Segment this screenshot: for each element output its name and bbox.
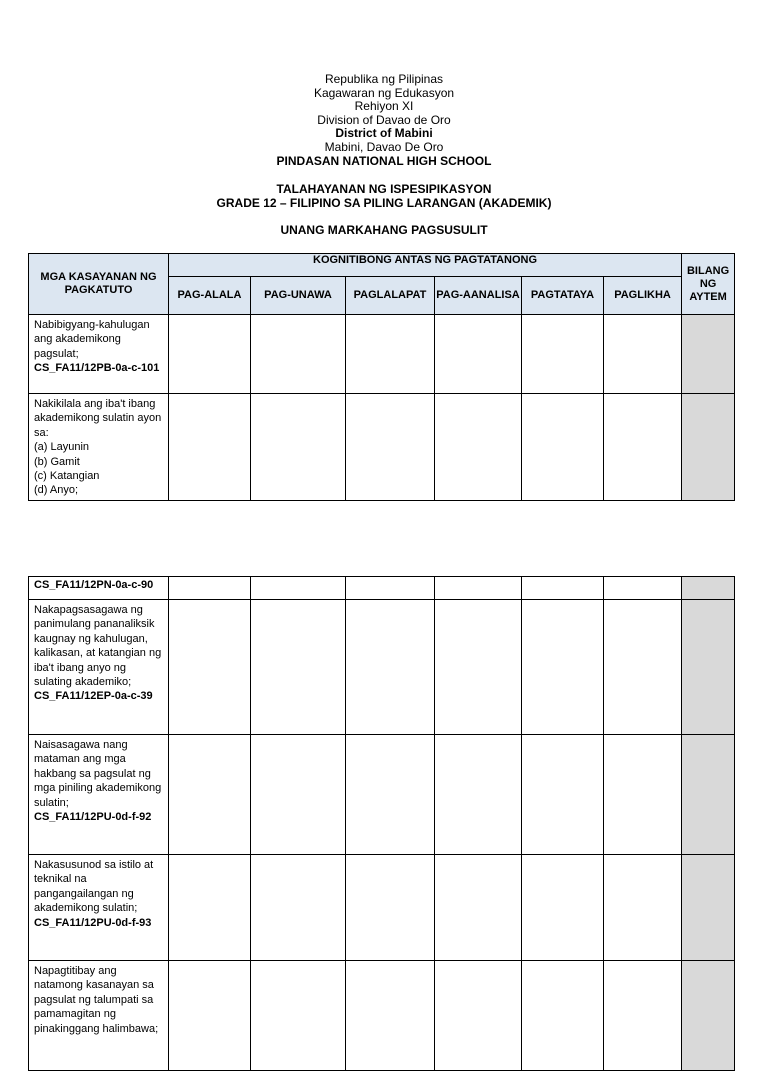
cell-creating: [604, 600, 682, 735]
table-row: [29, 735, 735, 855]
cell-applying: [346, 961, 435, 1071]
cell-item-count: [682, 600, 735, 735]
header-line-district: District of Mabini: [335, 126, 433, 141]
cell-item-count: [682, 855, 735, 961]
table-row: [29, 961, 735, 1071]
cell-creating: [604, 577, 682, 600]
cell-remembering: [169, 315, 251, 394]
tos-table-page-2: [28, 576, 735, 1071]
header-level-applying: PAGLALAPAT: [346, 277, 435, 315]
cell-analyzing: [435, 394, 522, 501]
header-line-division: Division of Davao de Oro: [317, 112, 451, 127]
cell-analyzing: [435, 577, 522, 600]
cell-item-count: [682, 577, 735, 600]
cell-remembering: [169, 394, 251, 501]
cell-item-count: [682, 735, 735, 855]
cell-analyzing: [435, 961, 522, 1071]
competency-code: CS_FA11/12PU-0d-f-93: [34, 916, 152, 929]
table-title: TALAHAYANAN NG ISPESIPIKASYON: [276, 182, 492, 196]
cell-evaluating: [522, 961, 604, 1071]
document-titles: [0, 182, 768, 237]
competency-cell: [29, 735, 169, 855]
competency-text: Nakapagsasagawa ng panimulang pananaliksik kaugnay ng kahulugan, kalikasan, at katangian ng iba't ibang anyo ng sulating akademiko;: [34, 604, 162, 689]
cell-understanding: [251, 577, 346, 600]
cell-understanding: [251, 394, 346, 501]
cell-analyzing: [435, 735, 522, 855]
cell-analyzing: [435, 600, 522, 735]
cell-remembering: [169, 735, 251, 855]
header-line-republic: Republika ng Pilipinas: [324, 72, 444, 86]
cell-remembering: [169, 577, 251, 600]
school-header: [0, 73, 768, 168]
cell-evaluating: [522, 315, 604, 394]
header-line-municipality: Mabini, Davao De Oro: [324, 139, 444, 154]
competency-text: Nakasusunod sa istilo at teknikal na pangangailangan ng akademikong sulatin;: [34, 859, 154, 915]
table-row: [29, 855, 735, 961]
header-line-school: PINDASAN NATIONAL HIGH SCHOOL: [276, 153, 492, 168]
cell-remembering: [169, 855, 251, 961]
cell-understanding: [251, 315, 346, 394]
competency-text: Nabibigyang-kahulugan ang akademikong pagsulat;: [34, 319, 150, 360]
cell-item-count: [682, 961, 735, 1071]
competency-cell: [29, 315, 169, 394]
cell-applying: [346, 855, 435, 961]
cell-evaluating: [522, 394, 604, 501]
cell-remembering: [169, 600, 251, 735]
table-row: [29, 394, 735, 501]
header-level-remembering: PAG-ALALA: [169, 277, 251, 315]
header-line-region: Rehiyon XI: [354, 99, 414, 114]
competency-cell: [29, 855, 169, 961]
cell-applying: [346, 735, 435, 855]
cell-applying: [346, 577, 435, 600]
cell-analyzing: [435, 315, 522, 394]
cell-item-count: [682, 394, 735, 501]
cell-evaluating: [522, 855, 604, 961]
cell-creating: [604, 394, 682, 501]
table-row: [29, 577, 735, 600]
cell-creating: [604, 855, 682, 961]
competency-code: CS_FA11/12PN-0a-c-90: [34, 579, 154, 591]
cell-evaluating: [522, 735, 604, 855]
cell-remembering: [169, 961, 251, 1071]
cell-analyzing: [435, 855, 522, 961]
competency-code: CS_FA11/12PB-0a-c-101: [34, 362, 160, 375]
competency-text: Nakikilala ang iba't ibang akademikong sulatin ayon sa: (a) Layunin (b) Gamit (c) Katangian (d) Anyo;: [34, 398, 162, 497]
competency-code: CS_FA11/12EP-0a-c-39: [34, 690, 153, 703]
competency-cell: [29, 577, 169, 600]
cell-evaluating: [522, 600, 604, 735]
cell-creating: [604, 315, 682, 394]
competency-text: Naisasagawa nang mataman ang mga hakbang sa pagsulat ng mga piniling akademikong sulatin;: [34, 739, 162, 809]
cell-understanding: [251, 735, 346, 855]
cell-applying: [346, 600, 435, 735]
table-row: [29, 315, 735, 394]
cell-understanding: [251, 855, 346, 961]
tos-table-page-1: [28, 253, 735, 501]
header-competencies: MGA KASAYANAN NG PAGKATUTO: [29, 254, 169, 315]
cell-understanding: [251, 600, 346, 735]
header-line-department: Kagawaran ng Edukasyon: [313, 85, 455, 100]
table-row: [29, 600, 735, 735]
cell-evaluating: [522, 577, 604, 600]
competency-cell: [29, 394, 169, 501]
cell-item-count: [682, 315, 735, 394]
competency-cell: [29, 961, 169, 1071]
subject-title: GRADE 12 – FILIPINO SA PILING LARANGAN (AKADEMIK): [216, 196, 552, 210]
header-level-evaluating: PAGTATAYA: [522, 277, 604, 315]
competency-text: Napagtitibay ang natamong kasanayan sa pagsulat ng talumpati sa pamamagitan ng pinakinggang halimbawa;: [34, 965, 159, 1035]
competency-cell: [29, 600, 169, 735]
header-cognitive-levels: KOGNITIBONG ANTAS NG PAGTATANONG: [169, 254, 682, 277]
header-level-creating: PAGLIKHA: [604, 277, 682, 315]
cell-applying: [346, 315, 435, 394]
competency-code: CS_FA11/12PU-0d-f-92: [34, 811, 152, 824]
cell-creating: [604, 735, 682, 855]
cell-creating: [604, 961, 682, 1071]
cell-applying: [346, 394, 435, 501]
exam-title: UNANG MARKAHANG PAGSUSULIT: [280, 223, 488, 237]
header-level-understanding: PAG-UNAWA: [251, 277, 346, 315]
header-item-count: BILANG NG AYTEM: [682, 254, 735, 315]
cell-understanding: [251, 961, 346, 1071]
header-level-analyzing: PAG-AANALISA: [435, 277, 522, 315]
